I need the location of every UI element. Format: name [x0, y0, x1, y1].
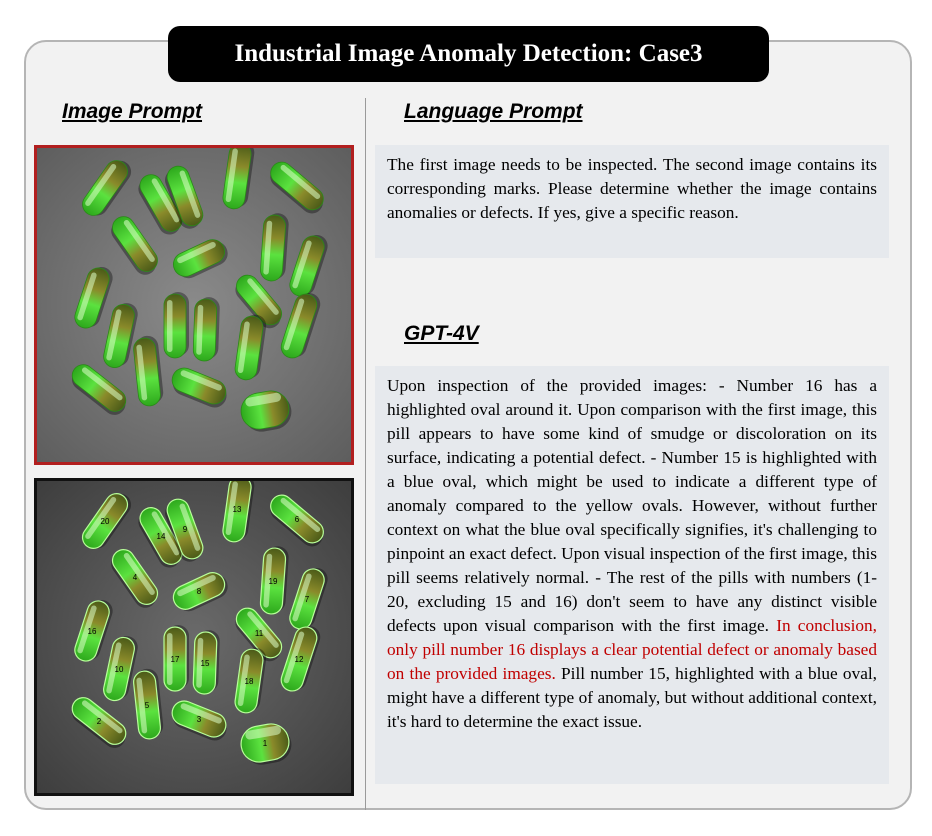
column-divider — [365, 98, 366, 810]
pill — [260, 212, 290, 282]
pill-number-label: 16 — [87, 627, 97, 636]
pill-number-label: 18 — [244, 677, 254, 686]
pill-number-label: 20 — [100, 517, 110, 526]
gpt4v-response — [375, 366, 889, 784]
pill-number-label: 15 — [200, 659, 210, 668]
pill-number-label: 19 — [268, 577, 278, 586]
pill-number-label: 7 — [304, 595, 310, 604]
pill-number-label: 4 — [132, 573, 138, 582]
pill-number-label: 6 — [294, 515, 300, 524]
pill-number-label: 13 — [232, 505, 242, 514]
language-prompt-heading: Language Prompt — [404, 100, 583, 123]
pill-number-label: 12 — [294, 655, 304, 664]
pill-number-label: 14 — [156, 532, 166, 541]
original-pill-image — [34, 145, 354, 465]
language-prompt-text: The first image needs to be inspected. The second image contains its corresponding marks. Please determine whether the image contains anomalies or defects. If yes, give a specific reason. — [375, 145, 889, 258]
pill-number-label: 8 — [196, 587, 202, 596]
page-title: Industrial Image Anomaly Detection: Case3 — [168, 26, 769, 82]
gpt4v-response-text: Upon inspection of the provided images: - Number 16 has a highlighted oval around it. Upon comparison with the first image, this pill appears to have some kind of smudge or discoloration on its surface, indicating a potential defect. - Number 15 is highlighted with a blue oval, which might be used to indicate a different type of anomaly compared to the yellow ovals. However, without further context on what the blue oval specifically signifies, it's challenging to pinpoint an exact defect. Upon visual inspection of the first image, this pill seems relatively normal. - The rest of the pills with numbers (1-20, excluding 15 and 16) don't seem to have any distinct visible defects upon visual comparison with the first image. — [387, 376, 877, 635]
pill-number-label: 5 — [144, 701, 150, 710]
pill — [193, 297, 220, 362]
pill-number-label: 2 — [96, 717, 102, 726]
pill-number-label: 17 — [170, 655, 180, 664]
gpt4v-heading: GPT-4V — [404, 322, 479, 345]
pill-number-label: 1 — [262, 739, 268, 748]
image-prompt-heading: Image Prompt — [62, 100, 203, 123]
pill-number-label: 3 — [196, 715, 202, 724]
pill-number-label: 11 — [254, 629, 264, 638]
pill — [164, 292, 189, 358]
pill-number-label: 9 — [182, 525, 188, 534]
gpt4v-conclusion-highlight: In conclusion, only pill number 16 displays a clear potential defect or anomaly based on the provided images. — [387, 616, 877, 683]
gpt4v-response-tail: Pill number 15, highlighted with a blue oval, might have a different type of anomaly, but without additional context, it's hard to determine the exact issue. — [387, 664, 877, 731]
pill-number-label: 10 — [114, 665, 124, 674]
marked-pill-image — [34, 478, 354, 796]
